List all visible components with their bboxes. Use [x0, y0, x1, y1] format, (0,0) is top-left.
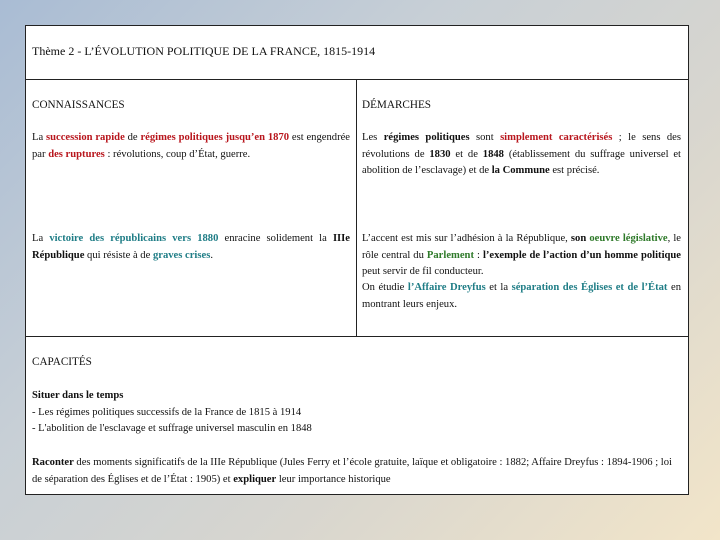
demarches-paragraph-1	[362, 130, 681, 180]
situer-block	[32, 388, 672, 438]
text-run: qui résiste à de	[84, 249, 153, 261]
text-run: et la	[485, 282, 512, 293]
text-run: enracine solidement la	[218, 233, 333, 244]
text-run: L’accent est mis sur l’adhésion à la République,	[362, 233, 571, 244]
column-header-connaissances: CONNAISSANCES	[32, 99, 125, 111]
capacites-header: CAPACITÉS	[32, 356, 92, 368]
text-run: (établissement du suffrage universel et abolition de l’esclavage) et de	[362, 148, 682, 176]
divider-title	[26, 79, 688, 80]
text-run: : révolutions, coup d’État, guerre.	[104, 148, 251, 160]
text-run: des ruptures	[48, 148, 105, 160]
text-run: la Commune	[491, 165, 550, 176]
text-run: peut servir de fil conducteur.	[362, 266, 484, 277]
program-table	[25, 25, 689, 495]
column-header-demarches: DÉMARCHES	[362, 99, 431, 111]
text-run: leur importance historique	[276, 473, 391, 485]
text-run: IIIe République	[32, 233, 351, 261]
text-run: Parlement	[426, 249, 474, 261]
text-run: en montrant leurs enjeux.	[362, 282, 681, 310]
text-run: l’Affaire Dreyfus	[407, 282, 486, 293]
text-run: expliquer	[233, 473, 277, 485]
page-title: Thème 2 - L’ÉVOLUTION POLITIQUE DE LA FRANCE, 1815-1914	[32, 44, 376, 58]
text-run: victoire des républicains vers 1880	[49, 233, 219, 244]
divider-columns	[356, 79, 357, 336]
demarches-paragraph-3	[362, 280, 681, 313]
text-run: simplement caractérisés	[500, 132, 613, 143]
text-run: ; le sens des révolutions de	[362, 132, 681, 160]
divider-capacites	[26, 336, 688, 337]
text-run: oeuvre législative	[589, 233, 668, 244]
raconter-paragraph	[32, 455, 684, 488]
text-run: régimes politiques jusqu’en 1870	[140, 132, 290, 143]
text-run: de	[124, 132, 141, 143]
text-run: 1830	[429, 148, 451, 160]
situer-item: - L'abolition de l'esclavage et suffrage universel masculin en 1848	[32, 423, 312, 434]
text-run: graves crises	[152, 249, 211, 261]
text-run: 1848	[482, 148, 504, 160]
connaissances-paragraph-1	[32, 130, 350, 163]
text-run: succession rapide	[46, 132, 125, 143]
text-run: et de	[450, 148, 483, 160]
text-run: :	[473, 249, 483, 261]
connaissances-paragraph-2	[32, 231, 350, 264]
text-run: La	[32, 233, 50, 244]
text-run: Raconter	[32, 457, 74, 468]
text-run: régimes politiques	[383, 132, 470, 143]
text-run: est engendrée par	[32, 132, 351, 160]
text-run: des moments significatifs de la IIIe République (Jules Ferry et l’école gratuite, laïque et obligatoire : 1882; Affaire Dreyfus : 1894-1906 ; loi de séparation des Églises et de l’État : 1905) et	[32, 457, 672, 485]
situer-item: - Les régimes politiques successifs de la France de 1815 à 1914	[32, 406, 302, 418]
text-run: La	[32, 132, 47, 143]
text-run: On étudie	[362, 282, 408, 293]
demarches-paragraph-2	[362, 231, 681, 281]
text-run: .	[210, 249, 213, 261]
text-run: sont	[469, 132, 501, 143]
text-run: son	[570, 233, 590, 244]
text-run: l’exemple de l’action d’un homme politique	[482, 249, 682, 261]
text-run: est précisé.	[549, 165, 600, 176]
text-run: séparation des Églises et de l’État	[511, 282, 668, 293]
text-run: Les	[362, 132, 384, 143]
text-run: , le rôle central du	[362, 233, 681, 261]
situer-heading: Situer dans le temps	[32, 390, 124, 401]
